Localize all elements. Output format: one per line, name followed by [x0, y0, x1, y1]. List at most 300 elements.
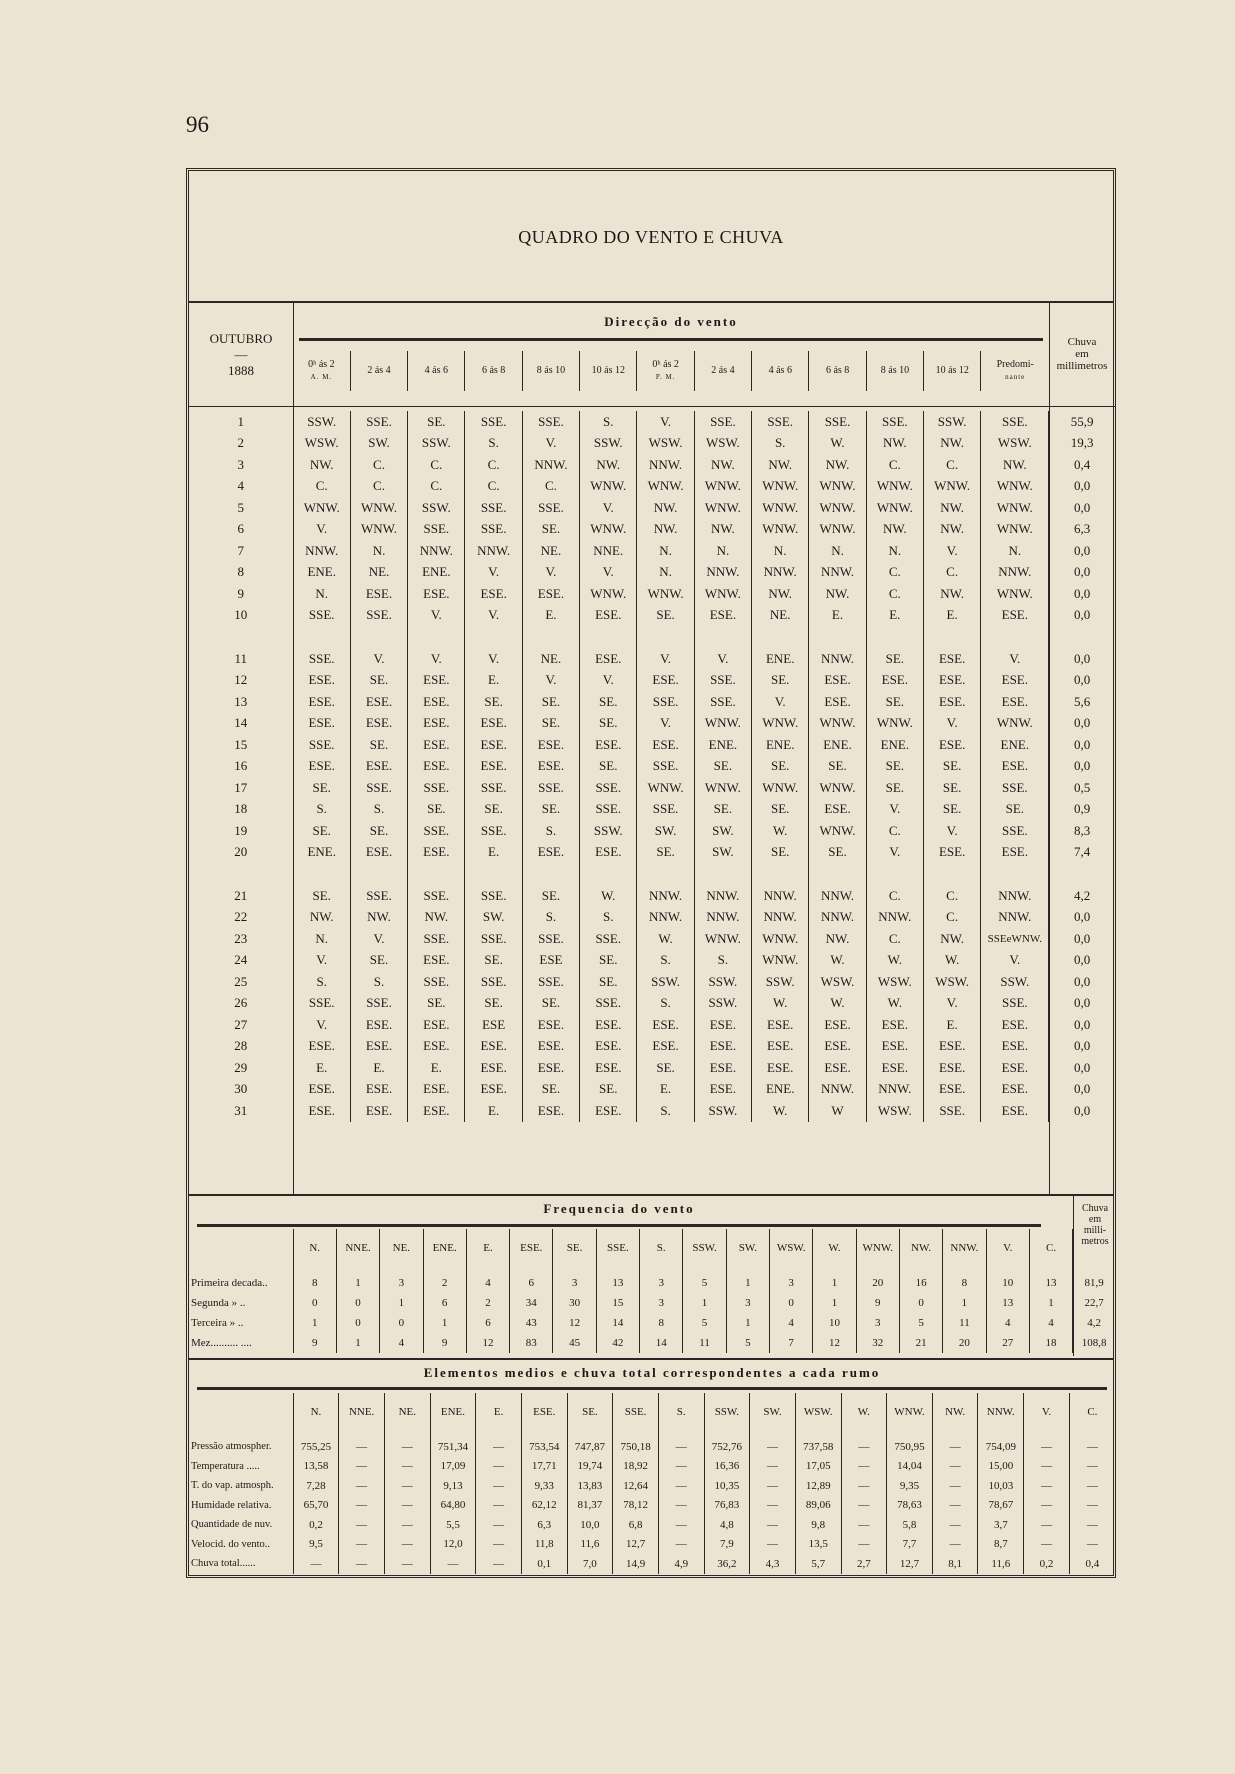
spacer-cell: [580, 626, 637, 648]
row-label: Primeira decada..: [191, 1277, 268, 1289]
element-cell: 11,6: [978, 1554, 1024, 1574]
direction-cell: S.: [350, 799, 407, 821]
element-cell: 76,83: [704, 1496, 750, 1516]
direction-cell: ESE.: [293, 756, 350, 778]
frequency-cell: 2: [423, 1267, 466, 1293]
element-cell: —: [339, 1515, 385, 1535]
direction-cell: NW.: [580, 454, 637, 476]
element-cell: —: [750, 1457, 796, 1477]
element-cell: —: [339, 1457, 385, 1477]
frequency-cell: 14: [640, 1333, 683, 1353]
direction-cell: SSE.: [923, 1100, 980, 1122]
hour-range: 2 ás 4: [367, 365, 391, 376]
element-cell: 19,74: [567, 1457, 613, 1477]
predominant-cell: ESE.: [981, 1036, 1049, 1058]
direction-cell: N.: [637, 540, 694, 562]
element-cell: —: [841, 1457, 887, 1477]
direction-cell: ESE.: [923, 648, 980, 670]
element-cell: —: [932, 1535, 978, 1555]
direction-cell: WSW.: [694, 433, 751, 455]
spacer-cell: [981, 863, 1049, 885]
spacer-cell: [866, 626, 923, 648]
table-row: [189, 583, 1115, 605]
row-label: Humidade relativa.: [191, 1499, 272, 1511]
frequency-title: Frequencia do vento: [543, 1201, 695, 1216]
direction-cell: E.: [923, 1014, 980, 1036]
day-cell: 18: [234, 801, 248, 817]
direction-cell: SSE.: [694, 411, 751, 433]
direction-header: V.: [986, 1229, 1029, 1267]
direction-cell: SSE.: [866, 411, 923, 433]
direction-cell: ESE.: [408, 1100, 465, 1122]
direction-cell: ESE.: [293, 670, 350, 692]
element-cell: —: [476, 1457, 522, 1477]
rain-cell: 22,7: [1073, 1293, 1115, 1313]
table-row: [189, 993, 1115, 1015]
frequency-cell: 14: [596, 1313, 639, 1333]
rain-label: Chuva: [1081, 1203, 1109, 1214]
direction-cell: S.: [580, 907, 637, 929]
direction-cell: ESE.: [580, 1100, 637, 1122]
direction-cell: SW.: [637, 820, 694, 842]
frequency-cell: 3: [770, 1267, 813, 1293]
hour-range: 4 ás 6: [424, 365, 448, 376]
frequency-cell: 0: [293, 1293, 336, 1313]
day-cell: 27: [234, 1016, 248, 1032]
direction-cell: SE.: [522, 993, 579, 1015]
dash: —: [234, 347, 248, 362]
row-label: Pressão atmospher.: [191, 1441, 272, 1453]
direction-cell: W.: [923, 950, 980, 972]
direction-cell: ESE.: [293, 1100, 350, 1122]
frequency-cell: 8: [640, 1313, 683, 1333]
direction-cell: SSE.: [350, 777, 407, 799]
frequency-cell: 1: [813, 1293, 856, 1313]
direction-cell: SW.: [694, 820, 751, 842]
direction-cell: NNW.: [637, 454, 694, 476]
blank-header: [189, 1393, 293, 1431]
frequency-cell: 9: [293, 1333, 336, 1353]
frequency-cell: 5: [683, 1267, 726, 1293]
table-row: [189, 1333, 1115, 1353]
day-cell: 1: [237, 413, 245, 429]
direction-cell: ESE.: [350, 1100, 407, 1122]
direction-cell: ESE.: [694, 1057, 751, 1079]
direction-cell: NNW.: [522, 454, 579, 476]
element-cell: 13,5: [795, 1535, 841, 1555]
direction-cell: SSE.: [465, 820, 522, 842]
direction-cell: SE.: [809, 756, 866, 778]
direction-cell: SE.: [637, 842, 694, 864]
rain-cell: 0,0: [1049, 907, 1115, 929]
hour-range: 0ʰ ás 2: [652, 359, 679, 370]
direction-cell: SE.: [580, 691, 637, 713]
direction-cell: SSE.: [293, 648, 350, 670]
table-row: [189, 756, 1115, 778]
direction-cell: WNW.: [350, 497, 407, 519]
frequency-cell: 1: [336, 1333, 379, 1353]
direction-cell: WNW.: [866, 497, 923, 519]
element-cell: 17,05: [795, 1457, 841, 1477]
direction-cell: S.: [637, 950, 694, 972]
direction-cell: SSE.: [350, 605, 407, 627]
element-cell: —: [750, 1496, 796, 1516]
frequency-header-row: [189, 1229, 1115, 1267]
table-row: [189, 1457, 1115, 1477]
direction-cell: WNW.: [809, 777, 866, 799]
rain-cell: 0,0: [1049, 562, 1115, 584]
direction-cell: NNW.: [809, 1079, 866, 1101]
table-row: [189, 519, 1115, 541]
direction-cell: E.: [408, 1057, 465, 1079]
direction-cell: SSE.: [465, 971, 522, 993]
spacer-cell: [465, 626, 522, 648]
direction-cell: ESE.: [522, 1057, 579, 1079]
direction-cell: SSW.: [408, 433, 465, 455]
direction-cell: SSE.: [522, 777, 579, 799]
element-cell: 6,8: [613, 1515, 659, 1535]
direction-cell: V.: [465, 648, 522, 670]
direction-cell: S.: [293, 799, 350, 821]
direction-cell: SSE.: [293, 605, 350, 627]
element-cell: 3,7: [978, 1515, 1024, 1535]
direction-cell: W.: [866, 993, 923, 1015]
direction-cell: S.: [580, 411, 637, 433]
direction-cell: SE.: [866, 648, 923, 670]
direction-cell: NNW.: [866, 1079, 923, 1101]
rain-cell: 0,0: [1049, 928, 1115, 950]
direction-cell: ESE.: [809, 670, 866, 692]
direction-cell: SE.: [522, 1079, 579, 1101]
direction-cell: ESE.: [866, 1036, 923, 1058]
direction-header: ESE.: [521, 1393, 567, 1431]
direction-cell: SSE.: [522, 971, 579, 993]
direction-cell: NNW.: [752, 562, 809, 584]
direction-header: SE.: [553, 1229, 596, 1267]
predominant-cell: NNW.: [981, 562, 1049, 584]
rain-cell: 0,0: [1049, 1057, 1115, 1079]
element-cell: —: [1024, 1515, 1070, 1535]
table-row: [189, 1535, 1115, 1555]
direction-cell: SE.: [694, 799, 751, 821]
direction-cell: WNW.: [580, 583, 637, 605]
direction-cell: SSW.: [752, 971, 809, 993]
direction-cell: NW.: [694, 519, 751, 541]
day-cell: 24: [234, 952, 248, 968]
direction-cell: NNW.: [465, 540, 522, 562]
direction-cell: ENE.: [752, 648, 809, 670]
direction-cell: V.: [465, 562, 522, 584]
direction-cell: WNW.: [694, 476, 751, 498]
direction-cell: ESE.: [923, 1036, 980, 1058]
direction-cell: C.: [866, 885, 923, 907]
element-cell: 10,03: [978, 1476, 1024, 1496]
spacer-cell: [522, 626, 579, 648]
direction-cell: SSE.: [809, 411, 866, 433]
direction-cell: V.: [637, 713, 694, 735]
frequency-cell: 5: [683, 1313, 726, 1333]
element-cell: —: [1069, 1496, 1115, 1516]
direction-cell: ESE.: [465, 1057, 522, 1079]
direction-cell: SSE.: [465, 885, 522, 907]
direction-cell: SSE.: [408, 885, 465, 907]
direction-cell: V.: [522, 670, 579, 692]
direction-cell: ESE.: [465, 713, 522, 735]
direction-cell: V.: [465, 605, 522, 627]
frequency-cell: 0: [770, 1293, 813, 1313]
element-cell: —: [932, 1431, 978, 1457]
element-cell: 6,3: [521, 1515, 567, 1535]
direction-cell: ESE: [522, 950, 579, 972]
rain-cell: 108,8: [1073, 1333, 1115, 1353]
direction-cell: SSE.: [293, 734, 350, 756]
element-cell: —: [384, 1457, 430, 1477]
direction-cell: E.: [293, 1057, 350, 1079]
element-cell: —: [384, 1515, 430, 1535]
rain-cell: 0,0: [1049, 670, 1115, 692]
direction-cell: SSE.: [637, 756, 694, 778]
element-cell: 0,2: [1024, 1554, 1070, 1574]
frequency-cell: 43: [510, 1313, 553, 1333]
direction-cell: SE.: [408, 993, 465, 1015]
direction-cell: WNW.: [350, 519, 407, 541]
direction-cell: C.: [923, 885, 980, 907]
direction-cell: ESE.: [637, 1014, 694, 1036]
frequency-cell: 1: [943, 1293, 986, 1313]
frequency-cell: 12: [813, 1333, 856, 1353]
table-row: [189, 1079, 1115, 1101]
element-cell: —: [384, 1476, 430, 1496]
direction-cell: NW.: [293, 907, 350, 929]
element-cell: 0,1: [521, 1554, 567, 1574]
frequency-cell: 0: [336, 1293, 379, 1313]
direction-cell: SE.: [465, 799, 522, 821]
direction-cell: SE.: [694, 756, 751, 778]
element-cell: —: [476, 1496, 522, 1516]
rain-cell: 0,0: [1049, 648, 1115, 670]
frequency-cell: 4: [770, 1313, 813, 1333]
element-cell: 7,7: [887, 1535, 933, 1555]
direction-cell: SSW.: [694, 971, 751, 993]
table-row: [189, 928, 1115, 950]
rain-cell: 0,0: [1049, 734, 1115, 756]
direction-cell: V.: [923, 540, 980, 562]
rain-cell: 8,3: [1049, 820, 1115, 842]
rain-cell: 0,0: [1049, 1100, 1115, 1122]
direction-cell: SE.: [465, 691, 522, 713]
direction-header: WNW.: [856, 1229, 899, 1267]
direction-cell: V.: [694, 648, 751, 670]
direction-cell: NNW.: [809, 562, 866, 584]
direction-cell: SE.: [293, 885, 350, 907]
frequency-cell: 13: [1029, 1267, 1072, 1293]
element-cell: 8,7: [978, 1535, 1024, 1555]
direction-cell: ESE.: [408, 670, 465, 692]
predominant-cell: N.: [981, 540, 1049, 562]
direction-cell: SE.: [637, 605, 694, 627]
direction-cell: NNW.: [637, 885, 694, 907]
direction-cell: WNW.: [752, 928, 809, 950]
direction-cell: SSE.: [465, 497, 522, 519]
predominant-cell: ESE.: [981, 1100, 1049, 1122]
direction-cell: NNW.: [809, 885, 866, 907]
direction-cell: WNW.: [637, 476, 694, 498]
element-cell: —: [293, 1554, 339, 1574]
direction-cell: ESE.: [408, 691, 465, 713]
element-cell: —: [384, 1431, 430, 1457]
direction-cell: SE.: [350, 670, 407, 692]
spacer-cell: [809, 863, 866, 885]
element-cell: 752,76: [704, 1431, 750, 1457]
direction-cell: NW.: [752, 454, 809, 476]
table-row: [189, 411, 1115, 433]
direction-cell: NE.: [350, 562, 407, 584]
element-cell: 15,00: [978, 1457, 1024, 1477]
day-cell: 10: [234, 607, 248, 623]
direction-cell: E.: [350, 1057, 407, 1079]
element-cell: 78,12: [613, 1496, 659, 1516]
element-cell: 78,67: [978, 1496, 1024, 1516]
direction-cell: N.: [350, 540, 407, 562]
direction-cell: C.: [465, 476, 522, 498]
element-cell: 12,7: [613, 1535, 659, 1555]
table-row: [189, 433, 1115, 455]
direction-cell: SE.: [752, 670, 809, 692]
direction-header: ENE.: [430, 1393, 476, 1431]
predominant-cell: ESE.: [981, 756, 1049, 778]
hour-range: 6 ás 8: [825, 365, 850, 376]
direction-cell: ESE.: [408, 734, 465, 756]
table-row: [189, 670, 1115, 692]
element-cell: —: [1069, 1535, 1115, 1555]
direction-cell: V.: [866, 842, 923, 864]
day-cell: 22: [234, 909, 248, 925]
hour-header: [522, 351, 579, 391]
direction-cell: ENE.: [293, 842, 350, 864]
predominant-cell: ESE.: [981, 842, 1049, 864]
direction-cell: SSW.: [694, 1100, 751, 1122]
direction-cell: SSE.: [408, 971, 465, 993]
direction-cell: S.: [637, 1100, 694, 1122]
direction-cell: V.: [293, 1014, 350, 1036]
element-cell: 5,7: [795, 1554, 841, 1574]
direction-cell: SE.: [580, 950, 637, 972]
direction-header: C.: [1069, 1393, 1115, 1431]
element-cell: 9,33: [521, 1476, 567, 1496]
element-cell: 11,8: [521, 1535, 567, 1555]
direction-cell: SSW.: [580, 820, 637, 842]
day-cell: 28: [234, 1038, 248, 1054]
frequency-cell: 3: [640, 1267, 683, 1293]
element-cell: 13,83: [567, 1476, 613, 1496]
direction-cell: E.: [637, 1079, 694, 1101]
direction-cell: C.: [408, 454, 465, 476]
direction-cell: ESE.: [465, 756, 522, 778]
direction-cell: C.: [866, 562, 923, 584]
direction-cell: V.: [637, 411, 694, 433]
direction-cell: WSW.: [637, 433, 694, 455]
frequency-cell: 11: [683, 1333, 726, 1353]
direction-cell: NW.: [752, 583, 809, 605]
direction-header: NNW.: [943, 1229, 986, 1267]
predominant-cell: ENE.: [981, 734, 1049, 756]
direction-cell: SE.: [580, 971, 637, 993]
direction-cell: SSW.: [694, 993, 751, 1015]
direction-cell: ENE.: [752, 734, 809, 756]
frequency-cell: 8: [943, 1267, 986, 1293]
direction-cell: WSW.: [866, 971, 923, 993]
element-cell: 89,06: [795, 1496, 841, 1516]
direction-cell: NW.: [923, 497, 980, 519]
predominant-cell: SSE.: [981, 777, 1049, 799]
direction-cell: WNW.: [866, 476, 923, 498]
spacer-cell: [923, 863, 980, 885]
direction-header: SSE.: [613, 1393, 659, 1431]
frequency-cell: 83: [510, 1333, 553, 1353]
direction-cell: ESE.: [809, 1057, 866, 1079]
direction-header: W.: [841, 1393, 887, 1431]
rain-cell: 0,0: [1049, 1036, 1115, 1058]
element-cell: —: [430, 1554, 476, 1574]
frequency-cell: 6: [510, 1267, 553, 1293]
direction-cell: SSW.: [637, 971, 694, 993]
row-label: Segunda » ..: [191, 1297, 246, 1309]
direction-cell: ESE.: [923, 842, 980, 864]
direction-cell: ESE.: [809, 691, 866, 713]
frequency-cell: 1: [683, 1293, 726, 1313]
direction-cell: W.: [809, 993, 866, 1015]
direction-header: SSE.: [596, 1229, 639, 1267]
direction-cell: ESE.: [408, 842, 465, 864]
direction-cell: V.: [408, 648, 465, 670]
element-cell: —: [476, 1535, 522, 1555]
element-cell: 2,7: [841, 1554, 887, 1574]
element-cell: 62,12: [521, 1496, 567, 1516]
frequency-cell: 13: [596, 1267, 639, 1293]
direction-cell: SSE.: [465, 777, 522, 799]
frequency-cell: 18: [1029, 1333, 1072, 1353]
direction-cell: WSW.: [809, 971, 866, 993]
direction-cell: E.: [465, 1100, 522, 1122]
rain-cell: 0,0: [1049, 605, 1115, 627]
frequency-cell: 42: [596, 1333, 639, 1353]
direction-cell: SSE.: [752, 411, 809, 433]
rain-header: [1049, 336, 1115, 372]
direction-cell: SE.: [923, 777, 980, 799]
spacer-cell: [637, 626, 694, 648]
direction-cell: SE.: [408, 799, 465, 821]
direction-cell: S.: [522, 907, 579, 929]
direction-cell: NE.: [522, 648, 579, 670]
direction-cell: SSE.: [408, 519, 465, 541]
direction-cell: ESE.: [752, 1036, 809, 1058]
direction-cell: SE.: [522, 885, 579, 907]
direction-cell: ESE.: [580, 605, 637, 627]
day-cell: 6: [237, 521, 245, 537]
direction-cell: S.: [752, 433, 809, 455]
direction-cell: N.: [694, 540, 751, 562]
element-cell: 16,36: [704, 1457, 750, 1477]
frequency-cell: 8: [293, 1267, 336, 1293]
direction-cell: ESE.: [694, 1014, 751, 1036]
rule: [189, 301, 1113, 303]
direction-cell: W.: [752, 993, 809, 1015]
table-row: [189, 1267, 1115, 1293]
direction-cell: WNW.: [752, 519, 809, 541]
element-cell: 5,8: [887, 1515, 933, 1535]
direction-cell: ESE.: [522, 1014, 579, 1036]
direction-cell: SE.: [350, 820, 407, 842]
